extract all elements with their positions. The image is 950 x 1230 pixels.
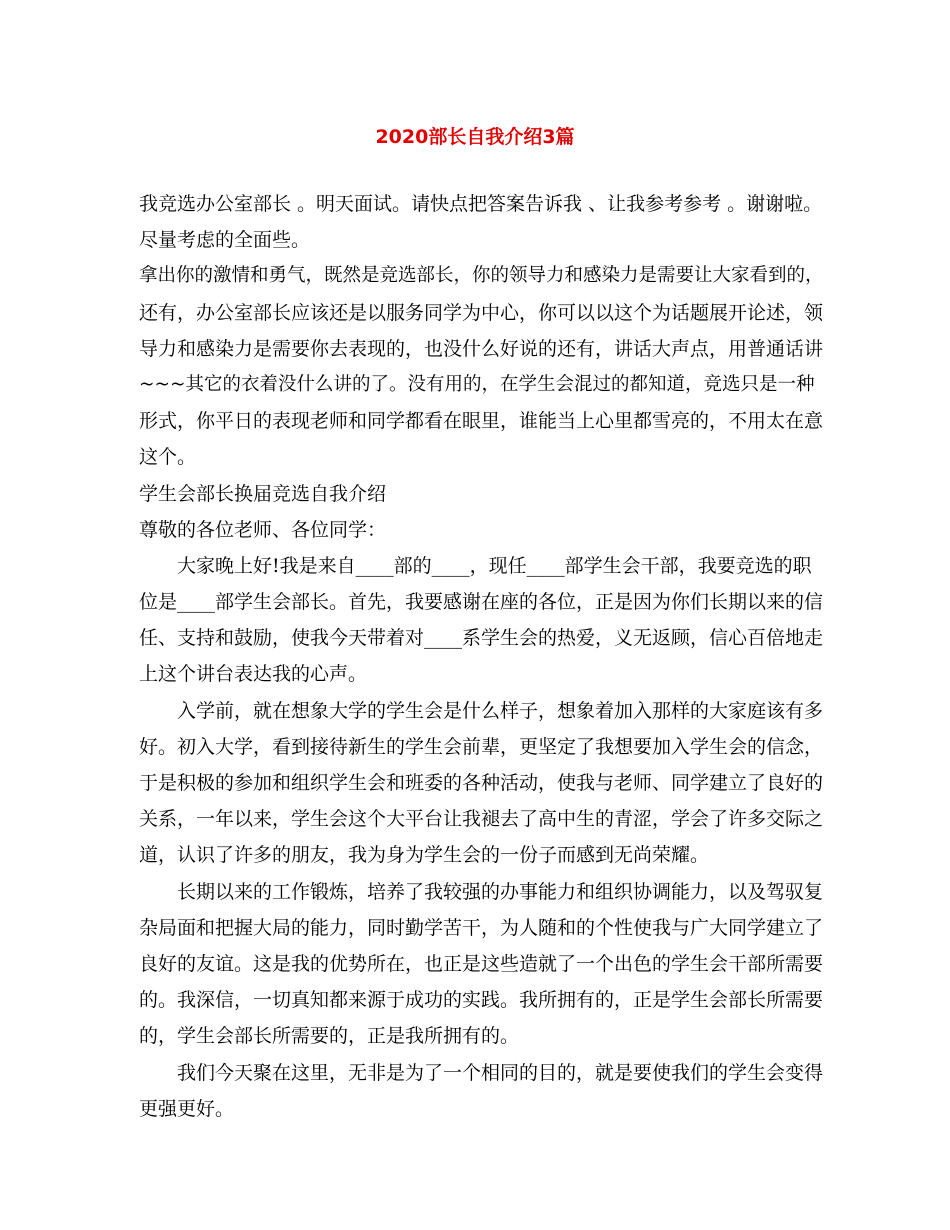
text-line: 道，认识了许多的朋友，我为身为学生会的一份子而感到无尚荣耀。	[139, 844, 710, 867]
text-line: 关系，一年以来，学生会这个大平台让我褪去了高中生的青涩，学会了许多交际之	[139, 808, 824, 831]
text-line: 还有，办公室部长应该还是以服务同学为中心，你可以以这个为话题展开论述，领	[139, 301, 824, 324]
text-line: 任、支持和鼓励，使我今天带着对____系学生会的热爱，义无返顾，信心百倍地走	[139, 627, 824, 650]
text-line: 我竞选办公室部长 。明天面试。请快点把答案告诉我 、让我参考参考 。谢谢啦。	[139, 193, 823, 215]
text-line: 上这个讲台表达我的心声。	[139, 663, 368, 686]
text-line: 更强更好。	[139, 1097, 235, 1120]
text-line: 良好的友谊。这是我的优势所在，也正是这些造就了一个出色的学生会干部所需要	[139, 952, 824, 975]
text-line: 尽量考虑的全面些。	[139, 229, 311, 252]
text-line: 的。我深信，一切真知都来源于成功的实践。我所拥有的，正是学生会部长所需要	[139, 989, 824, 1012]
text-line: 的，学生会部长所需要的，正是我所拥有的。	[139, 1025, 520, 1048]
text-line: 拿出你的激情和勇气，既然是竞选部长，你的领导力和感染力是需要让大家看到的，	[139, 265, 824, 287]
text-line: 尊敬的各位老师、各位同学：	[139, 518, 387, 541]
document-title: 2020部长自我介绍3篇	[375, 126, 575, 148]
document-body	[139, 186, 829, 1127]
text-line: 形式，你平日的表现老师和同学都看在眼里，谁能当上心里都雪亮的，不用太在意	[139, 410, 824, 433]
text-line: 位是____部学生会部长。首先，我要感谢在座的各位，正是因为你们长期以来的信	[139, 591, 824, 614]
text-line: 入学前，就在想象大学的学生会是什么样子，想象着加入那样的大家庭该有多	[177, 699, 824, 722]
text-line: 学生会部长换届竞选自我介绍	[139, 482, 387, 505]
text-line: 好。初入大学，看到接待新生的学生会前辈，更坚定了我想要加入学生会的信念，	[139, 735, 824, 758]
text-line: 杂局面和把握大局的能力，同时勤学苦干，为人随和的个性使我与广大同学建立了	[139, 916, 824, 939]
text-line: ~~~其它的衣着没什么讲的了。没有用的，在学生会混过的都知道，竞选只是一种	[139, 373, 815, 395]
text-line: 长期以来的工作锻炼，培养了我较强的办事能力和组织协调能力，以及驾驭复	[177, 880, 824, 903]
text-line: 大家晚上好!我是来自____部的____，现任____部学生会干部，我要竞选的职	[177, 554, 812, 577]
text-line: 于是积极的参加和组织学生会和班委的各种活动，使我与老师、同学建立了良好的	[139, 772, 824, 794]
text-line: 这个。	[139, 446, 197, 469]
text-line: 导力和感染力是需要你去表现的，也没什么好说的还有，讲话大声点，用普通话讲	[139, 337, 824, 360]
text-line: 我们今天聚在这里，无非是为了一个相同的目的，就是要使我们的学生会变得	[177, 1061, 824, 1084]
